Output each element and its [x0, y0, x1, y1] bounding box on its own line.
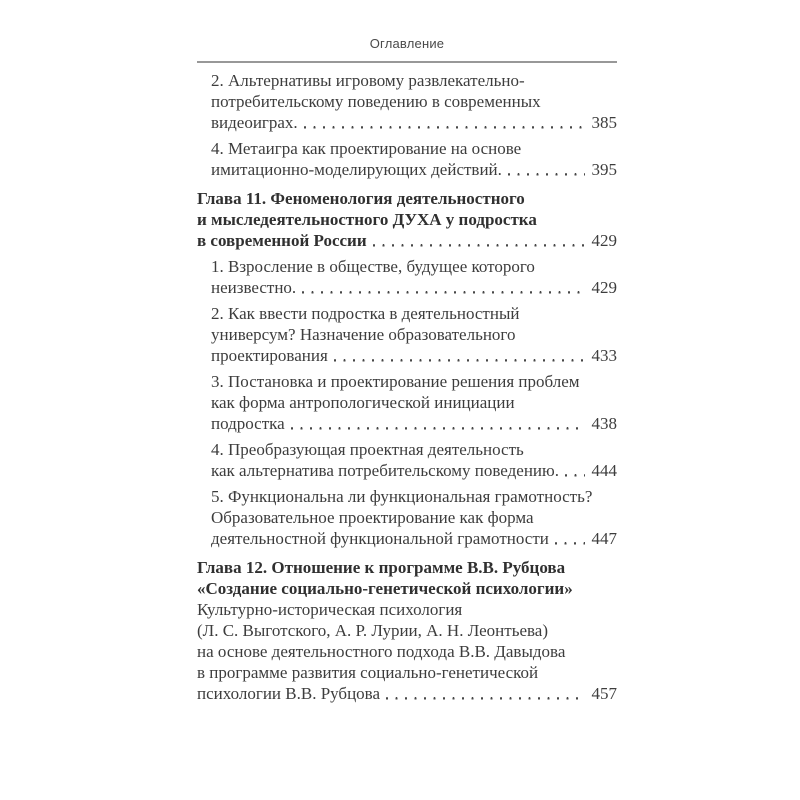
toc-entry-last-line — [197, 230, 617, 251]
toc-entry-line: универсум? Назначение образовательного — [211, 325, 516, 344]
toc-entry-text: деятельностной функциональной грамотности — [211, 529, 549, 548]
toc-entry-last-line — [211, 277, 617, 298]
page-number: 457 — [591, 684, 617, 703]
toc-entry-line: 3. Постановка и проектирование решения проблем — [211, 372, 580, 391]
toc-entry — [197, 371, 617, 434]
toc-list — [197, 70, 617, 704]
toc-entry-last-line — [211, 460, 617, 481]
toc-entry — [197, 303, 617, 366]
page-header-title: Оглавление — [369, 36, 445, 51]
toc-entry — [197, 439, 617, 481]
toc-entry-line: Образовательное проектирование как форма — [211, 508, 534, 527]
toc-entry-line: 1. Взросление в обществе, будущее которого — [211, 257, 535, 276]
toc-entry-text: психологии В.В. Рубцова — [197, 684, 381, 703]
toc-entry-last-line — [211, 345, 617, 366]
toc-entry-line: как форма антропологической инициации — [211, 393, 515, 412]
toc-entry — [197, 188, 617, 251]
dot-leader — [328, 345, 592, 366]
toc-entry-text: как альтернатива потребительскому поведению. — [211, 461, 559, 480]
toc-entry-last-line — [211, 159, 617, 180]
toc-entry-line: и мыследеятельностного ДУХА у подростка — [197, 210, 537, 229]
toc-entry-last-line — [211, 413, 617, 434]
toc-entry — [197, 557, 617, 704]
page-number: 429 — [591, 278, 617, 297]
toc-entry-line: Глава 11. Феноменология деятельностного — [197, 189, 525, 208]
page-number: 444 — [591, 461, 617, 480]
toc-entry-line: 5. Функциональна ли функциональная грамотность? — [211, 487, 593, 506]
page-number: 385 — [591, 113, 617, 132]
toc-entry — [197, 70, 617, 133]
toc-entry-text: имитационно-моделирующих действий. — [211, 160, 502, 179]
book-page — [197, 36, 617, 704]
dot-leader — [559, 460, 592, 481]
page-number: 429 — [591, 231, 617, 250]
toc-entry-line: потребительскому поведению в современных — [211, 92, 541, 111]
toc-entry-line: в программе развития социально-генетической — [197, 663, 539, 682]
toc-entry-text: видеоиграх. — [211, 113, 298, 132]
dot-leader — [380, 683, 591, 704]
toc-entry-line: «Создание социально-генетической психологии» — [197, 579, 573, 598]
toc-entry-line: Культурно-историческая психология — [197, 600, 463, 619]
toc-entry-line: на основе деятельностного подхода В.В. Давыдова — [197, 642, 566, 661]
dot-leader — [367, 230, 592, 251]
page-number: 395 — [591, 160, 617, 179]
toc-entry-line: 2. Альтернативы игровому развлекательно- — [211, 71, 525, 90]
dot-leader — [502, 159, 592, 180]
toc-entry-line: Глава 12. Отношение к программе В.В. Рубцова — [197, 558, 566, 577]
toc-entry-text: проектирования — [211, 346, 328, 365]
page-number: 433 — [591, 346, 617, 365]
toc-entry — [197, 138, 617, 180]
header-rule — [197, 61, 617, 63]
dot-leader — [296, 277, 591, 298]
toc-entry-last-line — [211, 528, 617, 549]
toc-entry-last-line — [211, 112, 617, 133]
dot-leader — [549, 528, 592, 549]
toc-entry-text: неизвестно. — [211, 278, 297, 297]
toc-entry-line: 2. Как ввести подростка в деятельностный — [211, 304, 520, 323]
toc-entry-line: 4. Преобразующая проектная деятельность — [211, 440, 524, 459]
toc-entry-line: 4. Метаигра как проектирование на основе — [211, 139, 522, 158]
toc-entry-text: в современной России — [197, 231, 367, 250]
toc-entry-text: подростка — [211, 414, 285, 433]
page-number: 447 — [591, 529, 617, 548]
toc-entry-line: (Л. С. Выготского, А. Р. Лурии, А. Н. Леонтьева) — [197, 621, 548, 640]
dot-leader — [298, 112, 592, 133]
toc-entry — [197, 486, 617, 549]
toc-entry — [197, 256, 617, 298]
page-number: 438 — [591, 414, 617, 433]
toc-entry-last-line — [197, 683, 617, 704]
dot-leader — [285, 413, 592, 434]
